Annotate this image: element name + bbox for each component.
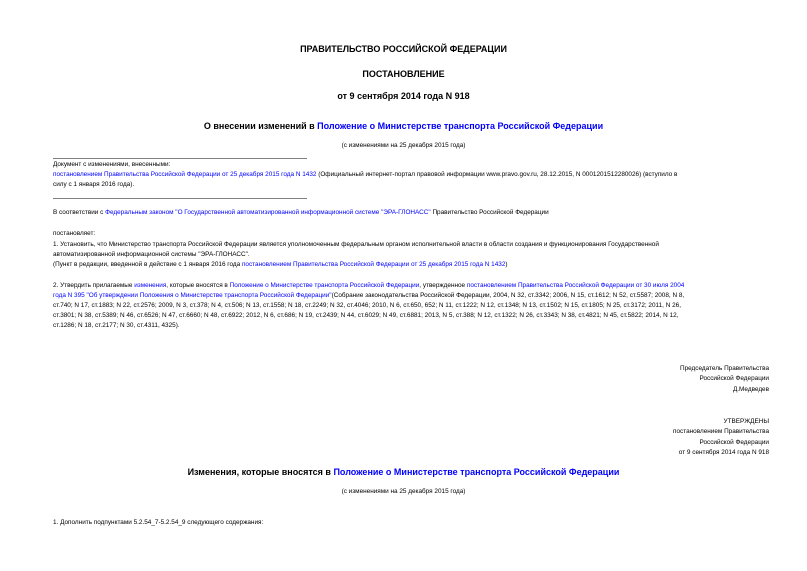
signature-name: Д.Медведев [732, 385, 769, 393]
item-2-text-a: 2. Утвердить прилагаемые [53, 282, 135, 289]
item-2-regulation-link[interactable]: Положение о Министерстве транспорта Российской Федерации [229, 282, 420, 289]
preamble-prefix: В соответствии с [53, 209, 106, 216]
changes-bottom-rule [53, 198, 307, 199]
approval-line-2: Российской Федерации [699, 438, 769, 446]
item-2-line-3: ст.740; N 17, ст.1883; N 22, ст.2576; 2009, N 3, ст.378; N 4, ст.506; N 13, ст.1558; N 18, ст.2249; N 32, ст.4046; 2010, N 6, ст.650, 652; N 11, ст.1222; N 12, ст.1348; N 13, ст.1502; N 15, ст.1805; N 25, ст.3172; 2011, N 26, [53, 302, 681, 309]
approval-heading: УТВЕРЖДЕНЫ [723, 418, 769, 425]
signature-government: Российской Федерации [699, 375, 769, 383]
title-revision-note: (с изменениями на 25 декабря 2015 года) [341, 142, 466, 149]
resolves-text: постановляет: [53, 230, 96, 237]
annex-item-1: 1. Дополнить подпунктами 5.2.54_7-5.2.54_9 следующего содержания: [53, 519, 264, 526]
changes-line-1 [53, 170, 677, 180]
item-1-note-link[interactable]: постановлением Правительства Российской Федерации от 25 декабря 2015 года N 1432 [241, 261, 506, 268]
preamble [53, 208, 549, 218]
federal-law-link[interactable]: Федеральным законом "О Государственной автоматизированной информационной системе "ЭРА-ГЛОНАСС" [105, 209, 431, 216]
item-2-line-4: ст.3801; N 38, ст.5389; N 46, ст.6526; N 47, ст.6660; N 48, ст.6922; 2012, N 6, ст.686; N 19, ст.2439; N 44, ст.6029; N 49, ст.6881; 2013, N 5, ст.388; N 12, ст.1322; N 26, ст.3343; N 38, ст.4821; N 45, ст.5822; 2014, N 12, [53, 312, 679, 319]
changes-publication-info: (Официальный интернет-портал правовой информации www.pravo.gov.ru, 28.12.2015, N 0001201512280026) (вступило в [316, 171, 678, 178]
changes-label: Документ с изменениями, внесенными: [53, 161, 171, 168]
changes-line-2: силу с 1 января 2016 года). [53, 181, 135, 188]
government-heading: ПРАВИТЕЛЬСТВО РОССИЙСКОЙ ФЕДЕРАЦИИ [300, 44, 507, 54]
item-1-note-prefix: (Пункт в редакции, введенной в действие с 1 января 2016 года [53, 261, 242, 268]
item-1-line-2: автоматизированной информационной системы "ЭРА-ГЛОНАСС". [53, 251, 250, 258]
title-prefix: О внесении изменений в [203, 121, 318, 131]
changes-top-rule [53, 158, 307, 159]
item-2-line-5: ст.1286; N 18, ст.2177; N 30, ст.4311, 4325). [53, 322, 180, 329]
item-2-line-1 [53, 281, 684, 291]
decree-395-link[interactable]: постановлением Правительства Российской Федерации от 30 июля 2004 [466, 282, 685, 289]
document-date-number: от 9 сентября 2014 года N 918 [337, 91, 470, 101]
annex-title [0, 467, 807, 477]
item-2-line-2 [53, 291, 684, 301]
item-1-note [53, 260, 508, 270]
annex-revision-note: (с изменениями на 25 декабря 2015 года) [341, 488, 466, 495]
item-1-note-suffix: ) [505, 261, 508, 268]
preamble-suffix: Правительство Российской Федерации [430, 209, 549, 216]
approval-block [673, 417, 769, 458]
decree-395-link-continued[interactable]: года N 395 "Об утверждении Положения о Министерстве транспорта Российской Федерации" [53, 292, 332, 299]
changes-annex-link[interactable]: изменения [134, 282, 167, 289]
item-2-text-c: , утвержденное [419, 282, 467, 289]
annex-regulation-link[interactable]: Положение о Министерстве транспорта Российской Федерации [333, 467, 620, 477]
approval-line-3: от 9 сентября 2014 года N 918 [678, 448, 769, 456]
item-2-text-b: , которые вносятся в [166, 282, 230, 289]
approval-line-1: постановлением Правительства [673, 428, 769, 436]
changes-decree-link[interactable]: постановлением Правительства Российской Федерации от 25 декабря 2015 года N 1432 [53, 171, 317, 178]
item-2-citations-start: (Собрание законодательства Российской Федерации, 2004, N 32, ст.3342; 2006, N 15, ст.1612; N 52, ст.5587; 2008, N 8, [331, 292, 685, 299]
signature-block [680, 364, 769, 395]
document-type: ПОСТАНОВЛЕНИЕ [362, 69, 445, 79]
document-title [0, 121, 807, 131]
annex-title-prefix: Изменения, которые вносятся в [187, 467, 334, 477]
signature-position: Председатель Правительства [680, 365, 769, 372]
title-regulation-link[interactable]: Положение о Министерстве транспорта Российской Федерации [317, 121, 604, 131]
item-1-line-1: 1. Установить, что Министерство транспорта Российской Федерации является уполномоченным федеральным органом исполнительной власти в области создания и функционирования Государственной [53, 241, 659, 248]
